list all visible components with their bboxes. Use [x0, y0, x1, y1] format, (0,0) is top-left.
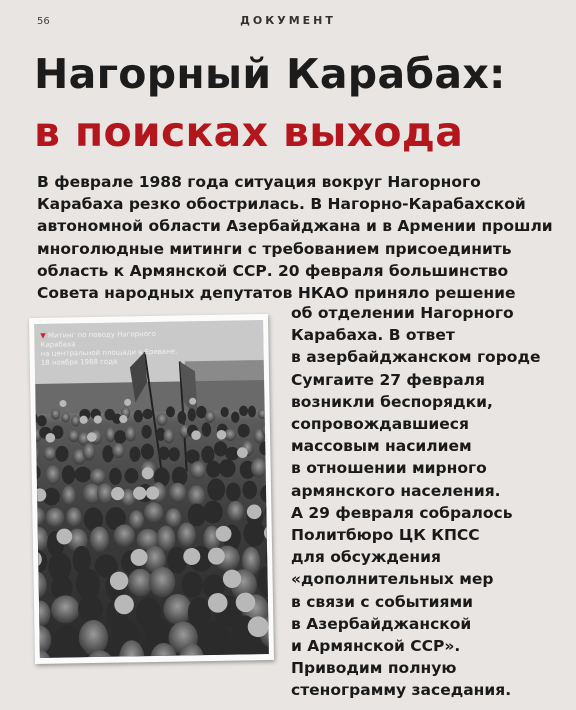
crowd-illustration	[34, 320, 269, 658]
lead-line: Приводим полную	[291, 659, 457, 678]
rally-photo	[34, 320, 269, 658]
section-label: ДОКУМЕНТ	[240, 14, 336, 27]
lead-line: в отношении мирного	[291, 459, 487, 478]
lead-line: возникли беспорядки,	[291, 392, 493, 411]
lead-line: Карабаха. В ответ	[291, 326, 455, 345]
crowd-heads	[34, 396, 269, 658]
lead-line: Карабаха резко обострилась. В Нагорно-Карабахской	[37, 195, 526, 214]
lead-line: в связи с событиями	[291, 592, 474, 611]
lead-line: А 29 февраля собралось	[291, 503, 513, 522]
headline-line-1: Нагорный Карабах:	[34, 50, 506, 98]
lead-paragraph-top	[37, 171, 562, 304]
lead-line: для обсуждения	[291, 548, 441, 567]
lead-line: в азербайджанском городе	[291, 348, 541, 367]
lead-line: область к Армянской ССР. 20 февраля большинство	[37, 261, 509, 280]
lead-paragraph-right	[291, 302, 571, 702]
lead-line: Политбюро ЦК КПСС	[291, 526, 480, 545]
lead-line: Сумгаите 27 февраля	[291, 370, 485, 389]
caption-line: на центральной площади в Ереване.	[40, 347, 178, 358]
lead-line: массовым насилием	[291, 437, 472, 456]
lead-line: Совета народных депутатов НКАО приняло решение	[37, 284, 516, 303]
photo-card	[29, 314, 274, 664]
lead-line: В феврале 1988 года ситуация вокруг Нагорного	[37, 173, 481, 191]
lead-line: армянского населения.	[291, 481, 501, 500]
lead-line: и Армянской ССР».	[291, 637, 461, 656]
lead-line: стенограмму заседания.	[291, 681, 512, 700]
headline-line-2: в поисках выхода	[34, 108, 464, 156]
lead-line: сопровождавшиеся	[291, 415, 469, 434]
page-number: 56	[37, 16, 50, 27]
photo-caption	[40, 329, 191, 368]
lead-line: в Азербайджанской	[291, 614, 472, 633]
caption-line: Митинг по поводу Нагорного Карабаха	[40, 329, 157, 349]
lead-line: «дополнительных мер	[291, 570, 494, 589]
caption-marker-icon: ▼	[40, 331, 46, 340]
caption-line: 18 ноября 1988 года	[40, 357, 118, 367]
lead-line: многолюдные митинги с требованием присоединить	[37, 239, 512, 258]
lead-line: автономной области Азербайджана и в Армении прошли	[37, 217, 553, 236]
lead-line: об отделении Нагорного	[291, 304, 514, 322]
